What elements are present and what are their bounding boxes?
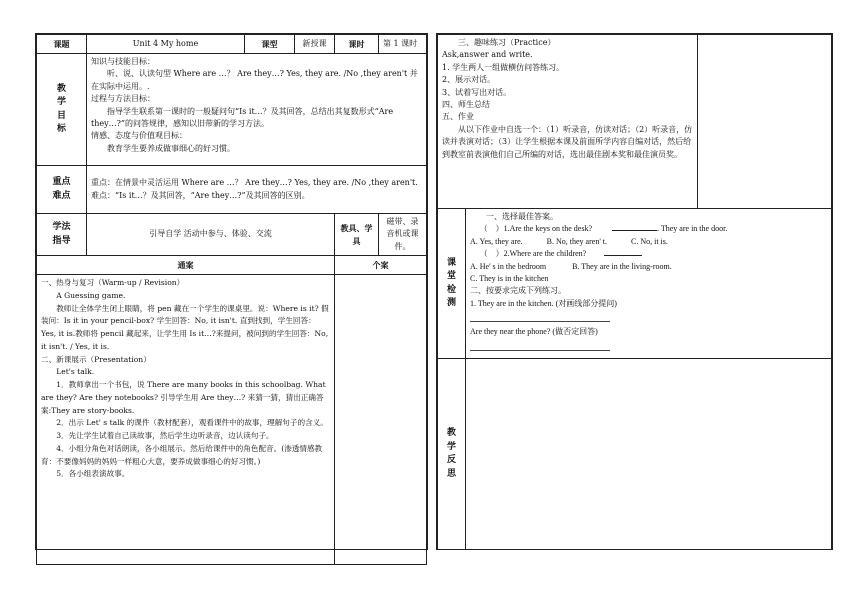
test-content: 一、选择最佳答案。 （ ）1.Are the keys on the desk? . They are in the door. A. Yes, they are. B. No, they aren' t. C. No, it is. （ ）2.Where are the children? A. He' s in the bedroom B. They are in the living-room. C. They is in the kitchen 二、按要求完成下列练习。 1. They are in the kitchen. (对画线部分提问) Are they near the phone? (做否定回答) [466, 209, 832, 359]
tools-value: 磁带、录音机或课件。 [379, 214, 427, 256]
key-label: 重点 难点 [37, 166, 87, 214]
method-label: 学法 指导 [37, 214, 87, 256]
header-row [37, 35, 427, 54]
period-value: 第 1 课时 [379, 35, 427, 54]
goals-label: 教 学 目 标 [37, 54, 87, 166]
right-page [436, 33, 833, 550]
practice-notes [698, 35, 832, 209]
procedure-row [37, 275, 427, 565]
individual-col-label: 个案 [335, 256, 427, 275]
period-label: 课时 [335, 35, 379, 54]
reflection-content [466, 359, 832, 550]
practice-content: 三、趣味练习（Practice） Ask,answer and write. 1. 学生两人一组做横仿问答练习。 2、展示对话。 3、试着写出对话。 四、师生总结 五、作业 从以下作业中自选一个：（1）听录音，仿读对话；（2）听录音，仿读并表演对话；（3）让学生根据本课及前面所学内容自编对话，然后给到教室前表演他们自己所编的对话，选出最佳剧本奖和最佳演员奖。 [438, 35, 698, 209]
type-label: 课型 [245, 35, 295, 54]
tools-label: 教具、学具 [335, 214, 379, 256]
key-content: 重点：在情景中灵活运用 Where are …？ Are they…? Yes, they are. /No ,they aren't. 难点：“Is it…？及其回答，“Are they…?”及其回答的区别。 [87, 166, 427, 214]
topic-value: Unit 4 My home [87, 35, 245, 54]
right-table [437, 34, 832, 550]
reflection-label: 教 学 反 思 [438, 359, 466, 550]
columns-row [37, 256, 427, 275]
method-row [37, 214, 427, 256]
lesson-table [36, 34, 427, 565]
test-row [438, 209, 832, 359]
left-page [35, 33, 428, 550]
individual-notes [335, 275, 427, 565]
test-label: 课 堂 检 测 [438, 209, 466, 359]
key-row [37, 166, 427, 214]
procedure-content: 一、热身与复习（Warm-up / Revision） A Guessing game. 教师让全体学生闭上眼睛，将 pen 藏在一个学生的课桌里。说：Where is it? 假装问：Is it in your pencil-box? 学生回答：No, it isn't. 直到找到，学生回答：Yes, it is.教师将 pencil 藏起来，让学生用 Is it…?来提问，被问到的学生回答：No, it isn't. / Yes, it is. 二、新课展示（Presentation） Let's talk. 1．教师拿出一个书包，说 There are many books in this schoolbag. What are they? Are they notebooks? 引导学生用 Are they…? 来猜一猜，猜出正确答案:They are story-books. 2．出示 Let' s talk 的课件（教材配套），观看课件中的故事，理解句子的含义。 3．先让学生试着自己读故事，然后学生边听录音，边认读句子。 4．小组分角色对话朗读，各小组展示。然后给课件中的角色配音。(渗透情感教育：不要像妈妈的妈妈一样粗心大意，要养成做事细心的好习惯。) 5．各小组表演故事。 [37, 275, 335, 565]
method-value: 引导自学 活动中参与、体验、交流 [87, 214, 335, 256]
reflection-row [438, 359, 832, 550]
practice-row [438, 35, 832, 209]
topic-label: 课题 [37, 35, 87, 54]
common-col-label: 通案 [37, 256, 335, 275]
type-value: 新授课 [295, 35, 335, 54]
goals-row [37, 54, 427, 166]
goals-content: 知识与技能目标： 听、说、认读句型 Where are …？ Are they…? Yes, they are. /No ,they aren't 并在实际中运用。. 过程与方法目标： 指导学生联系第一课时的一般疑问句“Is it…？及其回答，总结出其复数形式“Are they…?”的问答规律，感知以旧带新的学习方法。 情感、态度与价值观目标： 教育学生要养成做事细心的好习惯。 [87, 54, 427, 166]
